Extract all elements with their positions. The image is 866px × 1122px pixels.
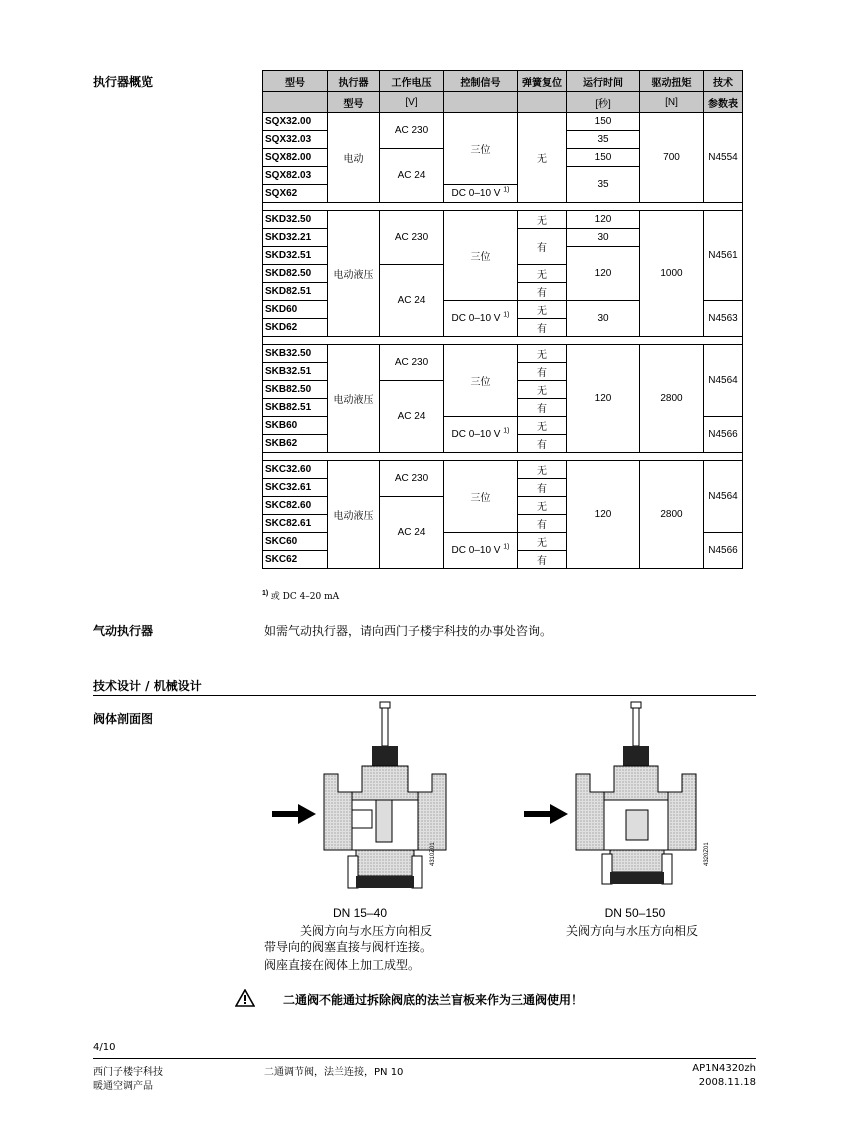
spring-cell: 有 bbox=[518, 479, 567, 497]
actuator-type-cell: 电动液压 bbox=[328, 461, 380, 569]
header-voltage: 工作电压 bbox=[380, 71, 444, 92]
signal-dc-text: DC 0–10 V bbox=[451, 313, 501, 324]
voltage-cell: AC 24 bbox=[380, 497, 444, 569]
sheet-cell: N4564 bbox=[704, 345, 743, 417]
header-actuator: 执行器 bbox=[328, 71, 380, 92]
sheet-cell: N4564 bbox=[704, 461, 743, 533]
model-cell: SKC62 bbox=[263, 551, 328, 569]
table-header-row bbox=[263, 71, 743, 92]
table-row bbox=[263, 211, 743, 229]
sheet-cell: N4563 bbox=[704, 301, 743, 337]
actuator-type-cell: 电动液压 bbox=[328, 211, 380, 337]
model-cell: SKC32.60 bbox=[263, 461, 328, 479]
flow-arrow-icon bbox=[524, 804, 568, 824]
model-cell: SQX82.03 bbox=[263, 167, 328, 185]
model-cell: SKB82.51 bbox=[263, 399, 328, 417]
spring-cell: 无 bbox=[518, 301, 567, 319]
spring-cell: 无 bbox=[518, 381, 567, 399]
model-cell: SKC32.61 bbox=[263, 479, 328, 497]
section-title-cross-section: 阀体剖面图 bbox=[93, 712, 154, 726]
voltage-cell: AC 230 bbox=[380, 211, 444, 265]
spring-cell: 无 bbox=[518, 211, 567, 229]
voltage-cell: AC 230 bbox=[380, 113, 444, 149]
force-cell: 2800 bbox=[640, 461, 704, 569]
voltage-cell: AC 230 bbox=[380, 345, 444, 381]
warning-text: 二通阀不能通过拆除阀底的法兰盲板来作为三通阀使用！ bbox=[283, 993, 584, 1007]
sheet-cell: N4554 bbox=[704, 113, 743, 203]
footer-doc-title: 二通调节阀，法兰连接，PN 10 bbox=[264, 1067, 404, 1078]
figure-size-left: DN 15–40 bbox=[332, 906, 388, 920]
spring-cell: 有 bbox=[518, 515, 567, 533]
signal-cell: 三位 bbox=[444, 113, 518, 185]
model-cell: SKD62 bbox=[263, 319, 328, 337]
spring-cell: 有 bbox=[518, 319, 567, 337]
figure-note-2: 阀座直接在阀体上加工成型。 bbox=[264, 958, 421, 972]
model-cell: SQX82.00 bbox=[263, 149, 328, 167]
footer-company: 西门子楼宇科技 bbox=[93, 1067, 163, 1078]
footnote-mark: 1) bbox=[262, 590, 269, 597]
spring-cell: 无 bbox=[518, 265, 567, 283]
footnote-ref: 1) bbox=[503, 186, 510, 194]
signal-cell: 三位 bbox=[444, 211, 518, 301]
model-cell: SKD32.21 bbox=[263, 229, 328, 247]
sheet-cell: N4566 bbox=[704, 533, 743, 569]
model-cell: SKD82.51 bbox=[263, 283, 328, 301]
figure-code-left: 4310Z01 bbox=[430, 842, 436, 866]
signal-dc-text: DC 0–10 V bbox=[451, 188, 501, 199]
spring-cell: 无 bbox=[518, 345, 567, 363]
header-spring: 弹簧复位 bbox=[518, 71, 567, 92]
time-cell: 120 bbox=[567, 461, 640, 569]
header-time: 运行时间 bbox=[567, 71, 640, 92]
flow-arrow-icon bbox=[272, 804, 316, 824]
section-title-tech-design: 技术设计 / 机械设计 bbox=[93, 679, 202, 693]
table-row bbox=[263, 345, 743, 363]
spring-cell: 有 bbox=[518, 363, 567, 381]
header-voltage-unit: [V] bbox=[380, 92, 444, 113]
warning-icon bbox=[235, 989, 255, 1007]
signal-dc-text: DC 0–10 V bbox=[451, 429, 501, 440]
table-row bbox=[263, 113, 743, 131]
actuator-type-cell: 电动液压 bbox=[328, 345, 380, 453]
force-cell: 700 bbox=[640, 113, 704, 203]
signal-dc-text: DC 0–10 V bbox=[451, 545, 501, 556]
spring-cell: 无 bbox=[518, 533, 567, 551]
sheet-cell: N4561 bbox=[704, 211, 743, 301]
page-number: 4/10 bbox=[93, 1042, 116, 1053]
actuator-type-cell: 电动 bbox=[328, 113, 380, 203]
spring-cell: 有 bbox=[518, 283, 567, 301]
table-footnote bbox=[262, 589, 339, 602]
footnote-ref: 1) bbox=[503, 427, 510, 435]
model-cell: SKC82.60 bbox=[263, 497, 328, 515]
signal-cell: 三位 bbox=[444, 345, 518, 417]
header-force: 驱动扭矩 bbox=[640, 71, 704, 92]
model-cell: SQX32.03 bbox=[263, 131, 328, 149]
signal-cell: 三位 bbox=[444, 461, 518, 533]
footer-divider bbox=[93, 1058, 756, 1059]
model-cell: SQX62 bbox=[263, 185, 328, 203]
model-cell: SKB32.50 bbox=[263, 345, 328, 363]
spring-cell: 无 bbox=[518, 113, 567, 203]
section-title-actuators: 执行器概览 bbox=[93, 75, 154, 89]
time-cell: 150 bbox=[567, 113, 640, 131]
header-actuator-2: 型号 bbox=[328, 92, 380, 113]
footer-date: 2008.11.18 bbox=[698, 1077, 756, 1088]
header-sheet-2: 参数表 bbox=[704, 92, 743, 113]
table-header-row-2 bbox=[263, 92, 743, 113]
valve-drawing-dn50-150 bbox=[520, 700, 710, 900]
time-cell: 30 bbox=[567, 301, 640, 337]
figure-code-right: 4320Z01 bbox=[704, 842, 710, 866]
model-cell: SKB32.51 bbox=[263, 363, 328, 381]
model-cell: SKB82.50 bbox=[263, 381, 328, 399]
force-cell: 1000 bbox=[640, 211, 704, 337]
pneumatic-text: 如需气动执行器，请向西门子楼宇科技的办事处咨询。 bbox=[264, 624, 553, 638]
time-cell: 120 bbox=[567, 345, 640, 453]
footer-division: 暖通空调产品 bbox=[93, 1081, 153, 1092]
time-cell: 35 bbox=[567, 167, 640, 203]
header-time-unit: [秒] bbox=[567, 92, 640, 113]
signal-cell-dc bbox=[444, 185, 518, 203]
valve-drawing-dn15-40 bbox=[268, 700, 458, 900]
spring-cell: 有 bbox=[518, 435, 567, 453]
footnote-text: 或 DC 4–20 mA bbox=[270, 592, 340, 602]
time-cell: 30 bbox=[567, 229, 640, 247]
voltage-cell: AC 24 bbox=[380, 265, 444, 337]
footnote-ref: 1) bbox=[503, 543, 510, 551]
spring-cell: 无 bbox=[518, 417, 567, 435]
time-cell: 120 bbox=[567, 247, 640, 301]
footer-doc-id: AP1N4320zh bbox=[692, 1063, 756, 1074]
model-cell: SKB62 bbox=[263, 435, 328, 453]
actuator-table bbox=[262, 70, 743, 569]
spring-cell: 有 bbox=[518, 229, 567, 265]
header-sheet: 技术 bbox=[704, 71, 743, 92]
model-cell: SKD32.51 bbox=[263, 247, 328, 265]
model-cell: SKC82.61 bbox=[263, 515, 328, 533]
model-cell: SKD32.50 bbox=[263, 211, 328, 229]
signal-cell-dc bbox=[444, 533, 518, 569]
header-model: 型号 bbox=[263, 71, 328, 92]
table-row bbox=[263, 461, 743, 479]
signal-cell-dc bbox=[444, 301, 518, 337]
model-cell: SQX32.00 bbox=[263, 113, 328, 131]
model-cell: SKC60 bbox=[263, 533, 328, 551]
voltage-cell: AC 24 bbox=[380, 149, 444, 203]
header-force-unit: [N] bbox=[640, 92, 704, 113]
spring-cell: 无 bbox=[518, 461, 567, 479]
figure-note-1: 带导向的阀塞直接与阀杆连接。 bbox=[264, 940, 433, 954]
figure-caption-left: 关阀方向与水压方向相反 bbox=[300, 924, 433, 938]
model-cell: SKB60 bbox=[263, 417, 328, 435]
model-cell: SKD82.50 bbox=[263, 265, 328, 283]
time-cell: 120 bbox=[567, 211, 640, 229]
time-cell: 150 bbox=[567, 149, 640, 167]
section-title-pneumatic: 气动执行器 bbox=[93, 624, 154, 638]
figure-size-right: DN 50–150 bbox=[604, 906, 666, 920]
section-divider bbox=[93, 695, 756, 696]
sheet-cell: N4566 bbox=[704, 417, 743, 453]
header-signal: 控制信号 bbox=[444, 71, 518, 92]
time-cell: 35 bbox=[567, 131, 640, 149]
voltage-cell: AC 230 bbox=[380, 461, 444, 497]
footnote-ref: 1) bbox=[503, 311, 510, 319]
force-cell: 2800 bbox=[640, 345, 704, 453]
voltage-cell: AC 24 bbox=[380, 381, 444, 453]
spring-cell: 有 bbox=[518, 551, 567, 569]
spring-cell: 无 bbox=[518, 497, 567, 515]
signal-cell-dc bbox=[444, 417, 518, 453]
model-cell: SKD60 bbox=[263, 301, 328, 319]
figure-caption-right: 关阀方向与水压方向相反 bbox=[566, 924, 699, 938]
spring-cell: 有 bbox=[518, 399, 567, 417]
